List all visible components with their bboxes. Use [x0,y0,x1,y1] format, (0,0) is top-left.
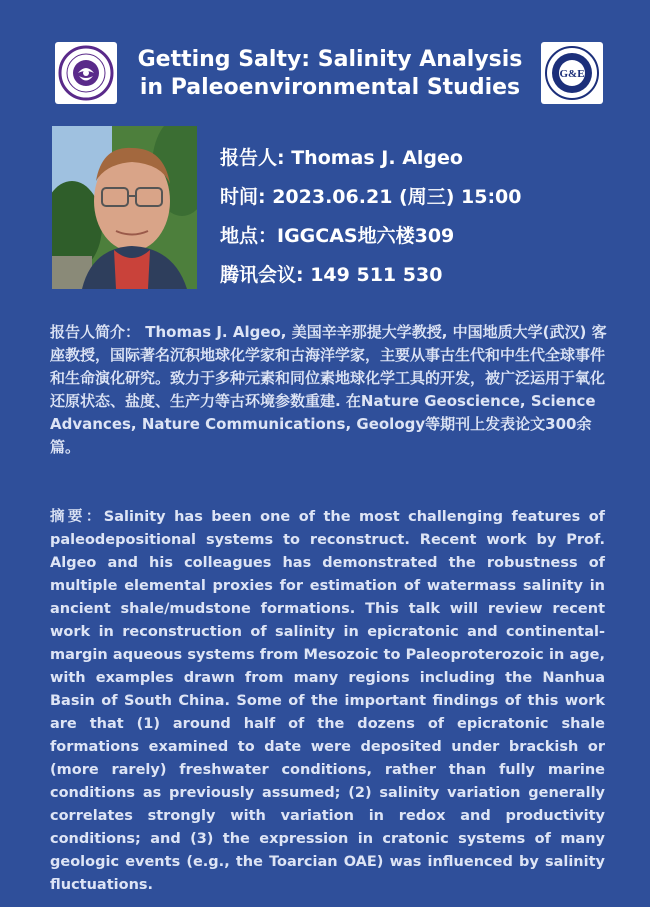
speaker-portrait [52,126,197,289]
ge-logo-icon [544,45,600,101]
talk-time: 时间: 2023.06.21 (周三) 15:00 [220,186,522,208]
talk-title [120,46,540,102]
speaker-photo [52,126,197,289]
talk-title-line1: Getting Salty: Salinity Analysis [137,47,523,72]
speaker-info [220,147,630,303]
talk-title-line2: in Paleoenvironmental Studies [139,75,521,100]
ge-logo-text: G&E [559,68,585,80]
tencent-meeting-id: 腾讯会议: 149 511 530 [220,264,443,286]
speaker-name: 报告人: Thomas J. Algeo [220,147,463,169]
talk-abstract: 摘要：Salinity has been one of the most challenging features of paleodepositional systems to reconstruct. Recent work by Prof. Algeo and his colleagues has demonstrated the robustness of multiple elemental proxies for estimation of watermass salinity in ancient shale/mudstone formations. This talk will review recent work in reconstruction of salinity in epicratonic and continental-margin aqueous systems from Mesozoic to Paleoproterozoic in age, with examples drawn from many regions including the Nanhua Basin of South China. Some of the important findings of this work are that (1) around half of the dozens of epicratonic shale formations examined to date were deposited under brackish or (more rarely) freshwater conditions, rather than fully marine conditions as previously assumed; (2) salinity variation generally correlates strongly with variation in redox and productivity conditions; and (3) the expression in cratonic systems of many geologic events (e.g., the Toarcian OAE) was influenced by salinity fluctuations. [50,509,605,893]
institute-logo [55,42,117,104]
ge-logo [541,42,603,104]
talk-location: 地点：IGGCAS地六楼309 [220,225,455,247]
speaker-bio: 报告人简介： Thomas J. Algeo, 美国辛辛那提大学教授, 中国地质大学(武汉) 客座教授，国际著名沉积地球化学家和古海洋学家，主要从事古生代和中生代全球事件和生命演化研究。致力于多种元素和同位素地球化学工具的开发，被广泛运用于氧化还原状态、盐度、生产力等古环境参数重建. 在Nature Geoscience, Science Advances, Nature Communications, Geology等期刊上发表论文300余篇。 [50,323,607,456]
institute-logo-icon [58,45,114,101]
